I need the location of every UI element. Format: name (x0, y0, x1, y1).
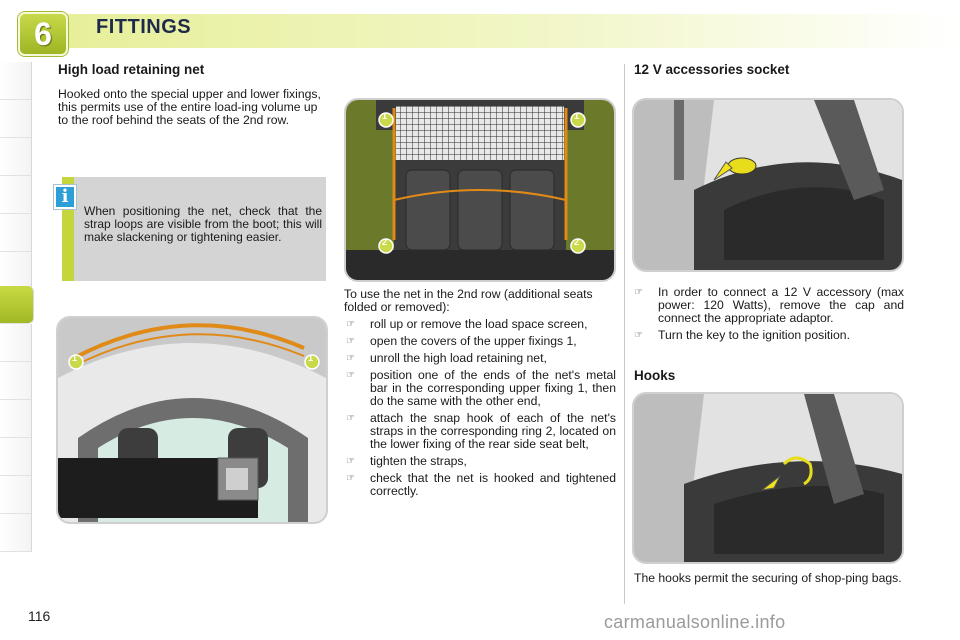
list-item: ☞ attach the snap hook of each of the net's straps in the corresponding ring 2, located on the lower fixing of the rear side seat belt, (346, 411, 616, 451)
list-item: ☞ position one of the ends of the net's metal bar in the corresponding upper fixing 1, then do the same with the other end, (346, 368, 616, 408)
illustration-boot-net (346, 100, 614, 280)
pointing-hand-icon: ☞ (346, 413, 355, 424)
side-tab[interactable] (0, 138, 32, 176)
figure-net-upper-fixings (56, 316, 328, 524)
section-title-hooks: Hooks (634, 368, 676, 383)
list-item: ☞ Turn the key to the ignition position. (634, 328, 850, 342)
side-tab[interactable] (0, 176, 32, 214)
figure-12v-socket (632, 98, 904, 272)
pointing-hand-icon: ☞ (346, 319, 355, 330)
list-item: ☞ tighten the straps, (346, 454, 467, 468)
callout-label-fixing-2-left: 2 (382, 237, 388, 247)
figure-boot-net (344, 98, 616, 282)
figure-hooks (632, 392, 904, 564)
header-band (60, 14, 960, 48)
chapter-side-tabs (0, 62, 32, 572)
info-icon: i (54, 185, 76, 209)
pointing-hand-icon: ☞ (346, 370, 355, 381)
list-item: ☞ roll up or remove the load space screen, (346, 317, 588, 331)
net-usage-intro: To use the net in the 2nd row (additional seats folded or removed): (344, 287, 593, 314)
pointing-hand-icon: ☞ (346, 456, 355, 467)
side-tab[interactable] (0, 252, 32, 290)
callout-label-fixing-1-right: 1 (574, 111, 580, 121)
side-tab[interactable] (0, 362, 32, 400)
pointing-hand-icon: ☞ (346, 336, 355, 347)
side-tab[interactable] (0, 438, 32, 476)
column-divider (624, 64, 625, 604)
side-tab[interactable] (0, 476, 32, 514)
net-steps-list (344, 318, 616, 502)
callout-label-fixing-1-left: 1 (72, 353, 78, 363)
list-item: ☞ open the covers of the upper fixings 1, (346, 334, 577, 348)
callout-label-fixing-1-right: 1 (308, 353, 314, 363)
info-text: When positioning the net, check that the strap loops are visible from the boot; this will make slackening or tightening easier. (84, 204, 322, 244)
page-number: 116 (28, 608, 51, 624)
pointing-hand-icon: ☞ (634, 287, 643, 298)
chapter-number: 6 (34, 16, 52, 52)
pointing-hand-icon: ☞ (346, 353, 355, 364)
header-bar (0, 0, 960, 60)
watermark: carmanualsonline.info (604, 612, 786, 632)
chapter-tab (18, 12, 68, 56)
illustration-car-interior-roof (58, 318, 326, 522)
list-item: ☞ In order to connect a 12 V accessory (max power: 120 Watts), remove the cap and connect the appropriate adaptor. (634, 285, 904, 325)
side-tab[interactable] (0, 400, 32, 438)
list-item: ☞ unroll the high load retaining net, (346, 351, 547, 365)
side-tab[interactable] (0, 214, 32, 252)
side-tab[interactable] (0, 324, 32, 362)
section-title-retaining-net: High load retaining net (58, 62, 205, 77)
pointing-hand-icon: ☞ (634, 330, 643, 341)
socket-steps-list (632, 286, 904, 346)
illustration-12v-socket (634, 100, 902, 270)
page-title: FITTINGS (96, 16, 192, 38)
side-tab[interactable] (0, 514, 32, 552)
side-tab[interactable] (0, 62, 32, 100)
list-item: ☞ check that the net is hooked and tightened correctly. (346, 471, 616, 498)
hooks-description: The hooks permit the securing of shop-ping bags. (634, 571, 902, 585)
callout-label-fixing-2-right: 2 (574, 237, 580, 247)
illustration-hooks (634, 394, 902, 562)
section-title-12v-socket: 12 V accessories socket (634, 62, 790, 77)
side-tab-active[interactable] (0, 286, 34, 324)
side-tab[interactable] (0, 100, 32, 138)
pointing-hand-icon: ☞ (346, 473, 355, 484)
retaining-net-intro: Hooked onto the special upper and lower fixings, this permits use of the entire load-ing volume up to the roof behind the seats of the 2nd row. (58, 87, 321, 127)
callout-label-fixing-1-left: 1 (382, 111, 388, 121)
